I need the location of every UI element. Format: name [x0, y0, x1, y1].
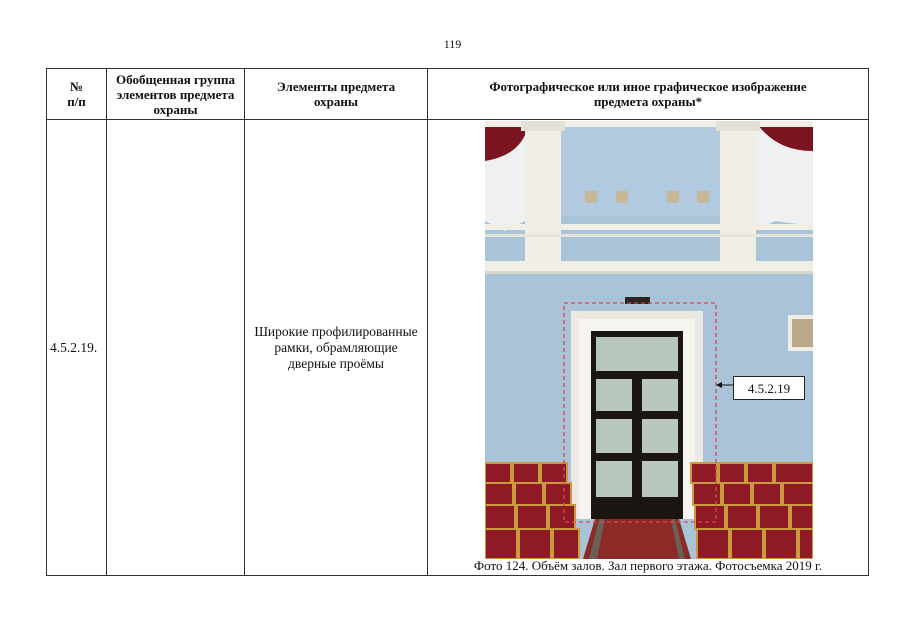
photo-caption: Фото 124. Объём залов. Зал первого этажа. Фотосъемка 2019 г. — [473, 558, 823, 573]
row-group — [107, 120, 245, 576]
table-row — [47, 120, 869, 576]
header-elements: Элементы предмета охраны — [245, 69, 428, 120]
row-number: 4.5.2.19. — [47, 120, 107, 576]
header-image: Фотографическое или иное графическое изображение предмета охраны* — [428, 69, 869, 120]
table-header-row — [47, 69, 869, 120]
callout-label: 4.5.2.19 — [733, 376, 805, 400]
protection-table — [46, 68, 869, 576]
header-number: № п/п — [47, 69, 107, 120]
hall-photo — [485, 121, 813, 559]
row-image-cell — [428, 120, 869, 576]
page-number: 119 — [443, 37, 462, 51]
hall-photo-drawing — [485, 121, 813, 559]
row-elements: Широкие профилированные рамки, обрамляющие дверные проёмы — [245, 120, 428, 576]
header-group: Обобщенная группа элементов предмета охраны — [107, 69, 245, 120]
